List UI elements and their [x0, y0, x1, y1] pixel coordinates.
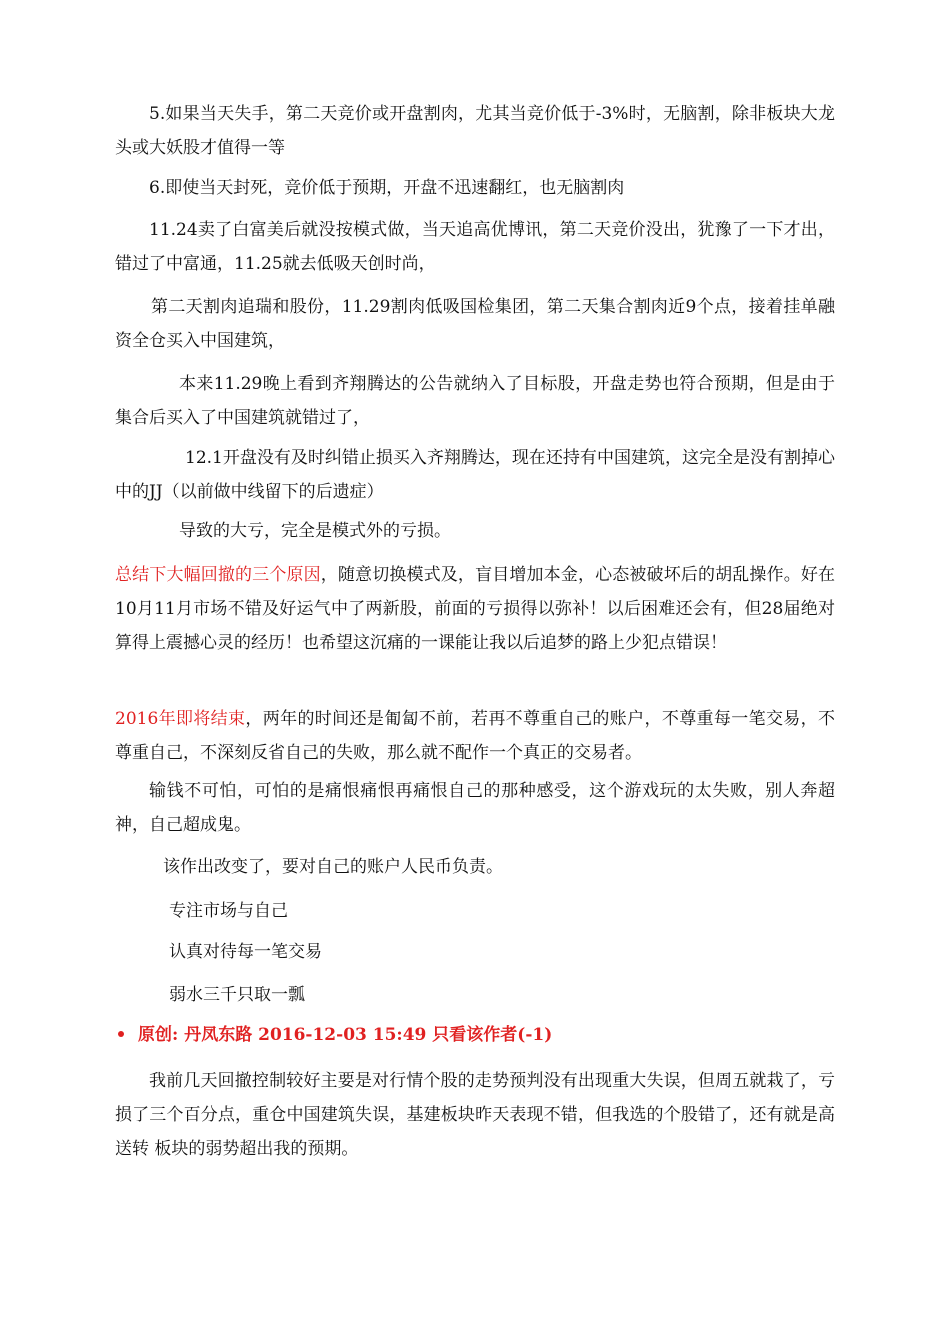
trade-log-paragraph-3: 本来11.29晚上看到齐翔腾达的公告就纳入了目标股，开盘走势也符合预期，但是由于集合后买入了中国建筑就错过了，	[115, 374, 835, 428]
summary-paragraph	[115, 558, 835, 660]
post-header-text: 原创: 丹凤东路 2016-12-03 15:49 只看该作者(-1)	[138, 1025, 553, 1045]
post-header[interactable]	[118, 1020, 552, 1050]
summary-highlight: 总结下大幅回撤的三个原因	[115, 565, 321, 585]
motto-2: 认真对待每一笔交易	[169, 942, 322, 962]
motto-1: 专注市场与自己	[169, 901, 288, 921]
summary-text: ，随意切换模式及，盲目增加本金，心态被破坏后的胡乱操作。好在10月11月市场不错及好运气中了两新股，前面的亏损得以弥补！以后困难还会有，但28届绝对算得上震撼心灵的经历！也希望这沉痛的一课能让我以后追梦的路上少犯点错误！	[115, 565, 836, 653]
trade-log-paragraph-1: 11.24卖了白富美后就没按模式做，当天追高优博讯，第二天竞价没出，犹豫了一下才出，错过了中富通，11.25就去低吸天创时尚，	[115, 220, 835, 274]
year-end-paragraph	[115, 702, 835, 770]
year-end-text: ，两年的时间还是匍匐不前，若再不尊重自己的账户，不尊重每一笔交易，不尊重自己，不深刻反省自己的失败，那么就不配作一个真正的交易者。	[115, 709, 836, 763]
trade-log-paragraph-4: 12.1开盘没有及时纠错止损买入齐翔腾达，现在还持有中国建筑，这完全是没有割掉心中的JJ（以前做中线留下的后遗症）	[115, 448, 835, 502]
rule-5-paragraph: 5.如果当天失手，第二天竞价或开盘割肉，尤其当竞价低于-3%时，无脑割，除非板块大龙头或大妖股才值得一等	[115, 104, 835, 158]
bullet-icon	[118, 1031, 124, 1037]
year-end-highlight: 2016年即将结束	[115, 709, 246, 729]
motto-3: 弱水三千只取一瓢	[169, 985, 305, 1005]
reflection-paragraph: 输钱不可怕，可怕的是痛恨痛恨再痛恨自己的那种感受，这个游戏玩的太失败，别人奔超神，自己超成鬼。	[115, 781, 835, 835]
change-paragraph: 该作出改变了，要对自己的账户人民币负责。	[163, 857, 503, 877]
trade-log-paragraph-2: 第二天割肉追瑞和股份，11.29割肉低吸国检集团，第二天集合割肉近9个点，接着挂单融资全仓买入中国建筑，	[115, 297, 835, 351]
rule-6-paragraph: 6.即使当天封死，竞价低于预期，开盘不迅速翻红，也无脑割肉	[149, 178, 625, 198]
post-body-paragraph: 我前几天回撤控制较好主要是对行情个股的走势预判没有出现重大失误，但周五就栽了，亏损了三个百分点，重仓中国建筑失误，基建板块昨天表现不错，但我选的个股错了，还有就是高送转 板块的弱势超出我的预期。	[115, 1071, 835, 1159]
trade-log-paragraph-5: 导致的大亏，完全是模式外的亏损。	[179, 521, 451, 541]
